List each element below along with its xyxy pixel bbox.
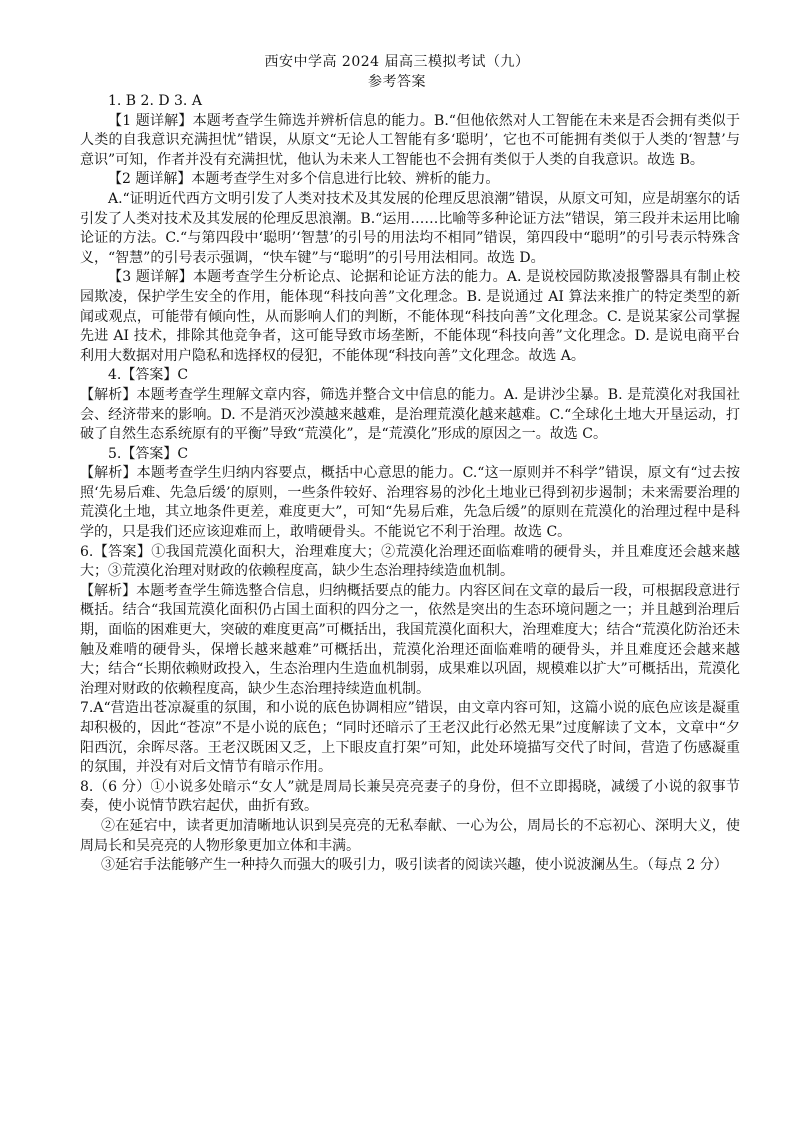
q8-point-2: ②在延宕中，读者更加清晰地认识到吴亮亮的无私奉献、一心为公，周局长的不忘初心、深明大义，使周局长和吴亮亮的人物形象更加立体和丰满。: [80, 817, 740, 854]
q3-explanation: 【3 题详解】本题考查学生分析论点、论据和论证方法的能力。A. 是说校园防欺凌报警器具有制止校园欺凌，保护学生安全的作用，能体现“科技向善”文化理念。B. 是说通过 AI 算法来推广的特定类型的新闻或观点，可能带有倾向性，从而影响人们的判断，不能体现“科技向善”文化理念。C. 是说某家公司掌握先进 AI 技术，排除其他竞争者，这可能导致市场垄断，不能体现“科技向善”文化理念。D. 是说电商平台利用大数据对用户隐私和选择权的侵犯，不能体现“科技向善”文化理念。故选 A。: [80, 269, 740, 364]
q6-answer: 6.【答案】①我国荒漠化面积大，治理难度大；②荒漠化治理还面临难啃的硬骨头，并且难度还会越来越大；③荒漠化治理对财政的依赖程度高，缺少生态治理持续造血机制。: [80, 543, 740, 580]
q4-answer: 4.【答案】C: [108, 367, 189, 384]
q8-point-1: 8.（6 分）①小说多处暗示“女人”就是周局长兼吴亮亮妻子的身份，但不立即揭晓，减缓了小说的叙事节奏，使小说情节跌宕起伏，曲折有致。: [80, 778, 740, 815]
q2-explanation-body: A.“证明近代西方文明引发了人类对技术及其发展的伦理反思浪潮”错误，从原文可知，应是胡塞尔的话引发了人类对技术及其发展的伦理反思浪潮。B.“运用……比喻等多种论证方法”错误，第三段并未运用比喻论证的方法。C.“与第四段中‘聪明’‘智慧’的引号的用法均不相同”错误，第四段中“聪明”的引号表示特殊含义，“智慧”的引号表示强调，“快车键”与“聪明”的引号用法相同。故选 D。: [80, 190, 740, 266]
q4-analysis: 【解析】本题考查学生理解文章内容，筛选并整合文中信息的能力。A. 是讲沙尘暴。B. 是荒漠化对我国社会、经济带来的影响。D. 不是消灭沙漠越来越难，是治理荒漠化越来越难。C.“全球化土地大开垦运动，打破了自然生态系统原有的平衡”导致“荒漠化”，是“荒漠化”形成的原因之一。故选 C。: [80, 386, 740, 443]
answers-1-3: 1. B 2. D 3. A: [108, 93, 202, 109]
exam-title: 西安中学高 2024 届高三模拟考试（九）: [264, 54, 530, 70]
answer-content: [80, 92, 740, 876]
q1-explanation: 【1 题详解】本题考查学生筛选并辨析信息的能力。B.“但他依然对人工智能在未来是否会拥有类似于人类的自我意识充满担忧”错误，从原文“无论人工智能有多‘聪明’，它也不可能拥有类似于人类的‘智慧’与意识”可知，作者并没有充满担忧，他认为未来人工智能也不会拥有类似于人类的自我意识。故选 B。: [80, 112, 740, 168]
q2-explanation-intro: 【2 题详解】本题考查学生对多个信息进行比较、辨析的能力。: [108, 171, 500, 188]
q8-point-3: ③延宕手法能够产生一种持久而强大的吸引力，吸引读者的阅读兴趣，使小说波澜丛生。（每点 2 分）: [101, 857, 728, 874]
q7-answer: 7.A“营造出苍凉凝重的氛围，和小说的底色协调相应”错误，由文章内容可知，这篇小说的底色应该是凝重却积极的，因此“苍凉”不是小说的底色；“同时还暗示了王老汉此行必然无果”过度解读了文本，文章中“夕阳西沉，余晖尽落。王老汉既困又乏，上下眼皮直打架”可知，此处环境描写交代了时间，营造了伤感凝重的氛围，并没有对后文情节有暗示作用。: [80, 700, 740, 776]
answer-key-subtitle: 参考答案: [368, 74, 426, 90]
q5-analysis: 【解析】本题考查学生归纳内容要点，概括中心意思的能力。C.“这一原则并不科学”错误，原文有“过去按照‘先易后难、先急后缓’的原则，一些条件较好、治理容易的沙化土地业已得到初步遏制；未来需要治理的荒漠化土地，其立地条件更差，难度更大”，可知“先易后难，先急后缓”的原则在荒漠化的治理过程中是科学的，只是我们还应该迎难而上，敢啃硬骨头。不能说它不利于治理。故选 C。: [80, 465, 740, 541]
q6-analysis: 【解析】本题考查学生筛选整合信息，归纳概括要点的能力。内容区间在文章的最后一段，可根据段意进行概括。结合“我国荒漠化面积仍占国土面积的四分之一，依然是突出的生态环境问题之一；并且越到治理后期，面临的困难更大，突破的难度更高”可概括出，我国荒漠化面积大，治理难度大；结合“荒漠化防治还未触及难啃的硬骨头，保增长越来越难”可概括出，荒漠化治理还面临难啃的硬骨头，并且难度还会越来越大；结合“长期依赖财政投入，生态治理内生造血机制弱，成果难以巩固，规模难以扩大”可概括出，荒漠化治理对财政的依赖程度高，缺少生态治理持续造血机制。: [80, 582, 740, 697]
q5-answer: 5.【答案】C: [108, 445, 189, 462]
